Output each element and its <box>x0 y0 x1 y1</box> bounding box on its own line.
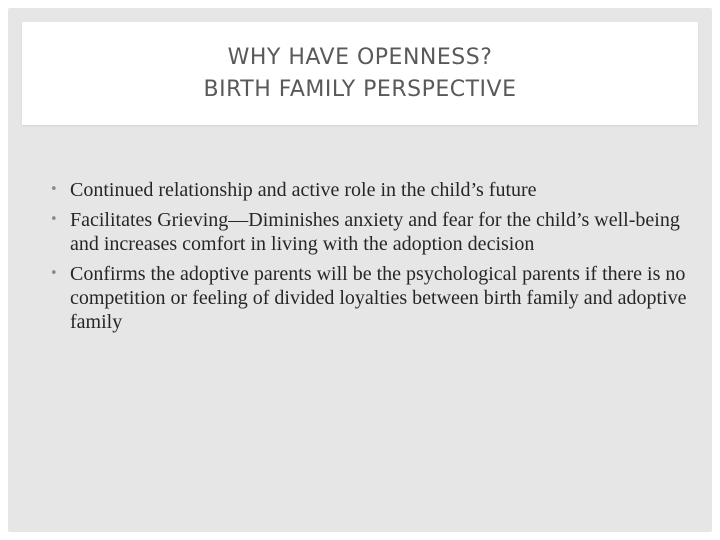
bullet-text: Continued relationship and active role in the child’s future <box>70 179 537 201</box>
bullet-text: Facilitates Grieving—Diminishes anxiety and fear for the child’s well-being and increases comfort in living with the adoption decision <box>70 209 680 255</box>
bullet-item <box>50 178 690 202</box>
bullet-icon: • <box>50 266 58 281</box>
bullet-list <box>50 178 690 340</box>
bullet-item <box>50 208 690 256</box>
bullet-icon: • <box>50 182 58 197</box>
slide-title-box <box>22 22 698 125</box>
slide-title-line-2: BIRTH FAMILY PERSPECTIVE <box>203 76 517 102</box>
bullet-text: Confirms the adoptive parents will be the psychological parents if there is no competition or feeling of divided loyalties between birth family and adoptive family <box>70 263 687 333</box>
slide-title-line-1: WHY HAVE OPENNESS? <box>227 44 493 70</box>
bullet-icon: • <box>50 212 58 227</box>
bullet-item <box>50 262 690 334</box>
